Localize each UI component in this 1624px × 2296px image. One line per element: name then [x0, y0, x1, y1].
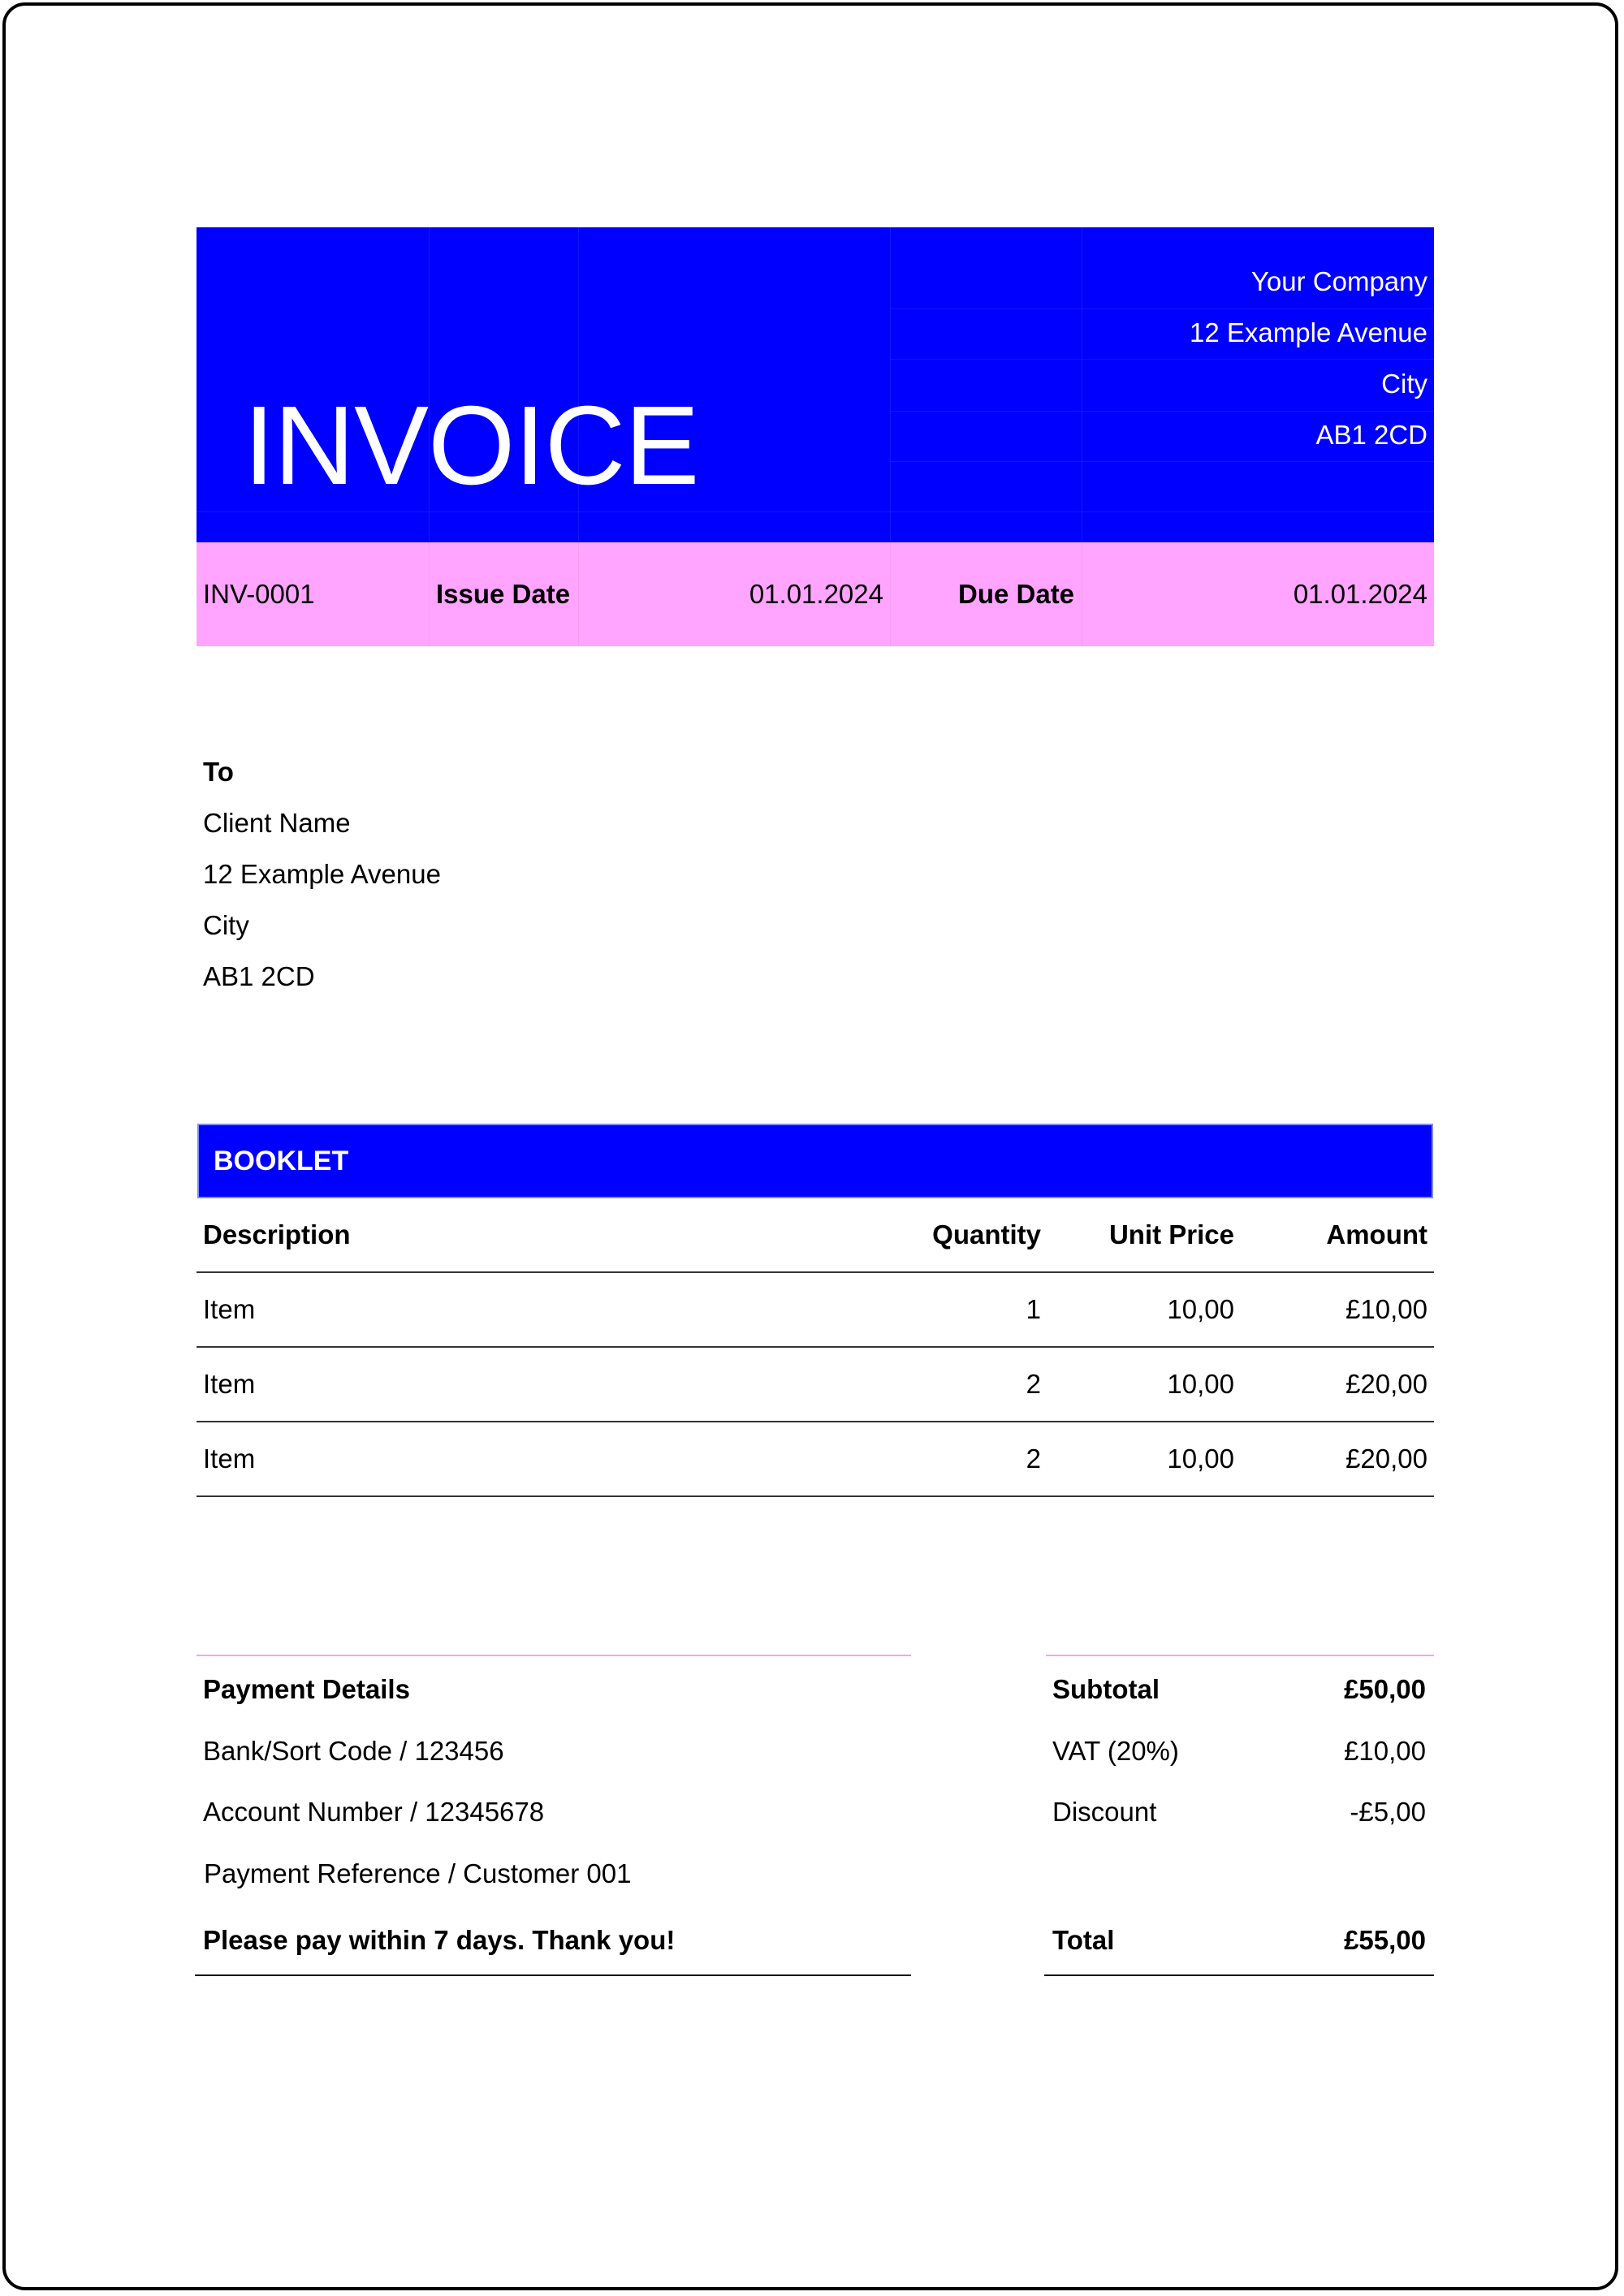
- totals-bottom-rule: [1044, 1974, 1434, 1976]
- company-name: Your Company: [1250, 266, 1427, 296]
- due-date: 01.01.2024: [1293, 579, 1427, 609]
- company-street: 12 Example Avenue: [1190, 317, 1427, 347]
- subtotal-label: Subtotal: [1052, 1674, 1160, 1704]
- item-amount: £10,00: [1345, 1294, 1427, 1324]
- invoice-header: [197, 227, 1434, 542]
- column-header-quantity: Quantity: [932, 1219, 1041, 1249]
- payment-note: Please pay within 7 days. Thank you!: [203, 1925, 676, 1955]
- due-date-label: Due Date: [958, 579, 1075, 609]
- vat-label: VAT (20%): [1052, 1736, 1179, 1766]
- recipient-postcode: AB1 2CD: [203, 961, 315, 991]
- item-quantity: 2: [1026, 1444, 1041, 1474]
- issue-date: 01.01.2024: [749, 579, 883, 609]
- column-header-description: Description: [203, 1219, 351, 1249]
- item-description: Item: [203, 1369, 256, 1399]
- totals-top-rule: [1046, 1655, 1434, 1656]
- payment-bank-sort-code: Bank/Sort Code / 123456: [203, 1736, 504, 1766]
- payment-top-rule: [197, 1655, 911, 1656]
- items-table: [197, 1198, 1434, 1497]
- item-quantity: 1: [1026, 1294, 1041, 1324]
- item-amount: £20,00: [1345, 1369, 1427, 1399]
- items-section-title: BOOKLET: [197, 1124, 1433, 1198]
- issue-date-label: Issue Date: [436, 579, 571, 609]
- column-header-unit-price: Unit Price: [1108, 1219, 1234, 1249]
- subtotal-value: £50,00: [1344, 1674, 1426, 1704]
- table-header-row: [197, 1198, 1434, 1273]
- item-unit-price: 10,00: [1167, 1444, 1234, 1474]
- total-value: £55,00: [1344, 1925, 1426, 1955]
- discount-value: -£5,00: [1350, 1797, 1426, 1827]
- invoice-number: INV-0001: [203, 579, 315, 609]
- column-header-amount: Amount: [1326, 1219, 1427, 1249]
- invoice-info-bar: [197, 542, 1434, 646]
- item-unit-price: 10,00: [1167, 1369, 1234, 1399]
- table-row: [197, 1422, 1434, 1497]
- recipient-city: City: [203, 910, 249, 940]
- company-city: City: [1381, 369, 1427, 399]
- payment-title: Payment Details: [203, 1674, 410, 1704]
- item-quantity: 2: [1026, 1369, 1041, 1399]
- company-postcode: AB1 2CD: [1315, 420, 1427, 450]
- table-row: [197, 1348, 1434, 1422]
- item-amount: £20,00: [1345, 1444, 1427, 1474]
- discount-label: Discount: [1052, 1797, 1157, 1827]
- item-unit-price: 10,00: [1167, 1294, 1234, 1324]
- total-label: Total: [1052, 1925, 1115, 1955]
- recipient-street: 12 Example Avenue: [203, 859, 441, 889]
- item-description: Item: [203, 1444, 256, 1474]
- recipient-label: To: [203, 757, 234, 787]
- payment-account-number: Account Number / 12345678: [203, 1797, 545, 1827]
- invoice-title: INVOICE: [244, 383, 699, 508]
- payment-bottom-rule: [195, 1974, 911, 1976]
- vat-value: £10,00: [1344, 1736, 1426, 1766]
- table-row: [197, 1273, 1434, 1348]
- payment-reference: Payment Reference / Customer 001: [204, 1858, 632, 1888]
- recipient-name: Client Name: [203, 808, 351, 838]
- item-description: Item: [203, 1294, 256, 1324]
